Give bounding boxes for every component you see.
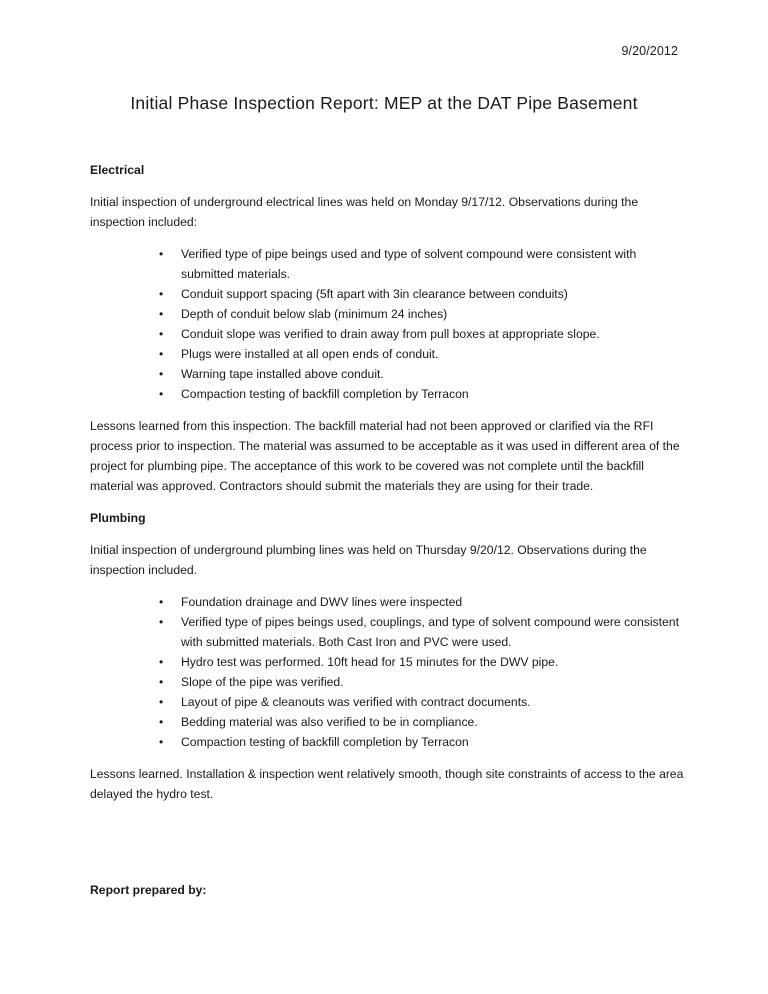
bullet-icon: • xyxy=(159,387,164,401)
bullet-icon: • xyxy=(159,247,164,261)
bullet-icon: • xyxy=(159,615,164,629)
report-title: Initial Phase Inspection Report: MEP at the DAT Pipe Basement xyxy=(130,93,638,113)
bullet-icon: • xyxy=(159,347,164,361)
section-spacer xyxy=(90,816,690,880)
bullet-icon: • xyxy=(159,655,164,669)
bullet-icon: • xyxy=(159,287,164,301)
plumbing-lessons: Lessons learned. Installation & inspection went relatively smooth, though site constraints of access to the area delayed the hydro test. xyxy=(90,767,684,801)
list-item: • Compaction testing of backfill completion by Terracon xyxy=(159,384,690,404)
list-item: • Verified type of pipe beings used and type of solvent compound were consistent with submitted materials. xyxy=(159,244,690,284)
list-item: • Conduit slope was verified to drain away from pull boxes at appropriate slope. xyxy=(159,324,690,344)
bullet-icon: • xyxy=(159,715,164,729)
electrical-heading: Electrical xyxy=(90,163,145,177)
list-item: • Depth of conduit below slab (minimum 24 inches) xyxy=(159,304,690,324)
electrical-intro: Initial inspection of underground electrical lines was held on Monday 9/17/12. Observations during the inspection included: xyxy=(90,195,639,229)
plumbing-heading: Plumbing xyxy=(90,511,146,525)
list-item: • Warning tape installed above conduit. xyxy=(159,364,690,384)
prepared-by-label: Report prepared by: xyxy=(90,883,207,897)
list-item: • Layout of pipe & cleanouts was verified with contract documents. xyxy=(159,692,690,712)
list-item: • Bedding material was also verified to be in compliance. xyxy=(159,712,690,732)
list-item: • Plugs were installed at all open ends of conduit. xyxy=(159,344,690,364)
electrical-lessons: Lessons learned from this inspection. The backfill material had not been approved or clarified via the RFI process prior to inspection. The material was assumed to be acceptable as it was used in different area of the project for plumbing pipe. The acceptance of this work to be covered was not complete until the backfill material was approved. Contractors should submit the materials they are using for their trade. xyxy=(90,419,680,493)
list-item: • Slope of the pipe was verified. xyxy=(159,672,690,692)
bullet-icon: • xyxy=(159,675,164,689)
bullet-icon: • xyxy=(159,735,164,749)
list-item: • Foundation drainage and DWV lines were inspected xyxy=(159,592,690,612)
bullet-icon: • xyxy=(159,595,164,609)
report-body xyxy=(90,160,690,900)
list-item: • Hydro test was performed. 10ft head for 15 minutes for the DWV pipe. xyxy=(159,652,690,672)
bullet-icon: • xyxy=(159,367,164,381)
list-item: • Conduit support spacing (5ft apart with 3in clearance between conduits) xyxy=(159,284,690,304)
electrical-observations-list xyxy=(90,244,690,404)
report-date: 9/20/2012 xyxy=(621,44,678,58)
list-item: • Compaction testing of backfill completion by Terracon xyxy=(159,732,690,752)
plumbing-observations-list xyxy=(90,592,690,752)
plumbing-intro: Initial inspection of underground plumbing lines was held on Thursday 9/20/12. Observations during the inspection included. xyxy=(90,543,647,577)
bullet-icon: • xyxy=(159,307,164,321)
list-item: • Verified type of pipes beings used, couplings, and type of solvent compound were consistent with submitted materials. Both Cast Iron and PVC were used. xyxy=(159,612,690,652)
bullet-icon: • xyxy=(159,695,164,709)
bullet-icon: • xyxy=(159,327,164,341)
